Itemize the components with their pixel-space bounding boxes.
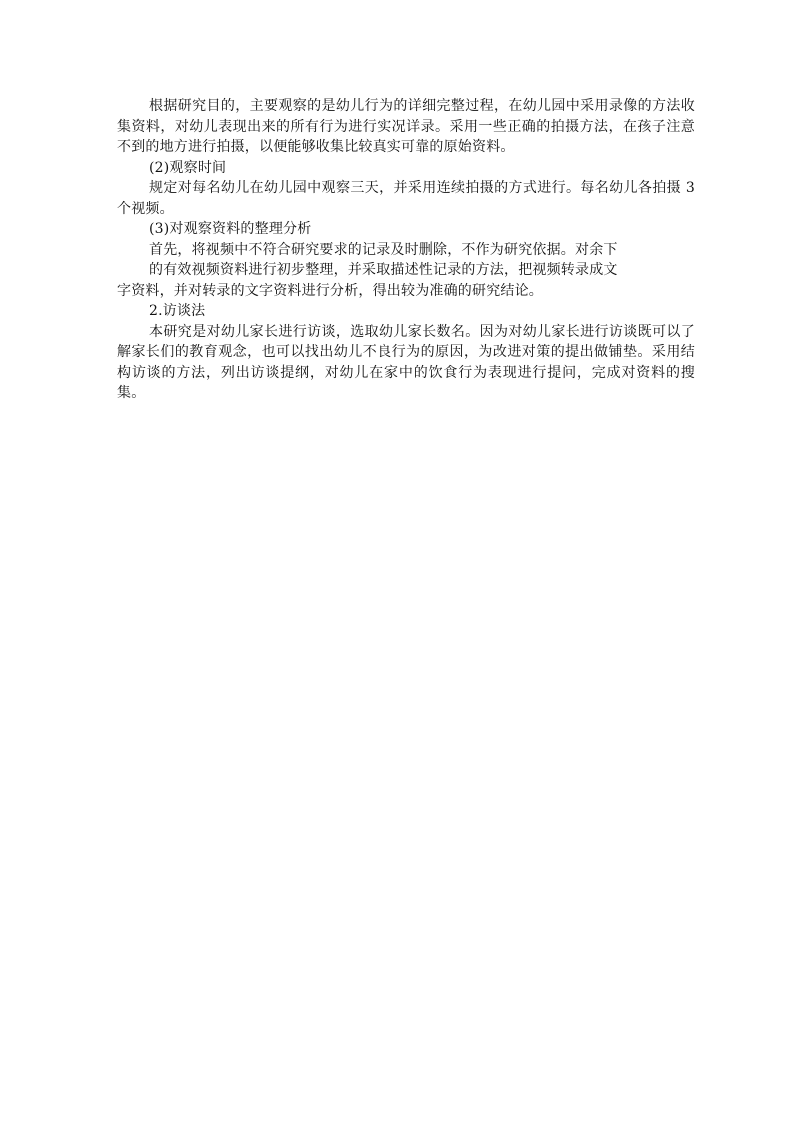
heading-observation-time: (2)观察时间: [149, 159, 227, 176]
heading-data-analysis: (3)对观察资料的整理分析: [149, 221, 312, 237]
paragraph-data-analysis-line-2: 的有效视频资料进行初步整理，并采取描述性记录的方法，把视频转录成文: [149, 262, 618, 278]
paragraph-data-analysis: [117, 240, 695, 302]
document-body: [117, 96, 695, 404]
paragraph-interview-method: 本研究是对幼儿家长进行访谈，选取幼儿家长数名。因为对幼儿家长进行访谈既可以了解家长们的教育观念，也可以找出幼儿不良行为的原因，为改进对策的提出做铺垫。采用结构访谈的方法，列出访谈提纲，对幼儿在家中的饮食行为表现进行提问，完成对资料的搜集。: [117, 323, 695, 401]
heading-interview-method: 2.访谈法: [149, 303, 206, 319]
paragraph-data-analysis-line-3: 字资料，并对转录的文字资料进行分析，得出较为准确的研究结论。: [117, 282, 543, 299]
paragraph-observation-method: 根据研究目的，主要观察的是幼儿行为的详细完整过程，在幼儿园中采用录像的方法收集资料，对幼儿表现出来的所有行为进行实况详录。采用一些正确的拍摄方法，在孩子注意不到的地方进行拍摄，以便能够收集比较真实可靠的原始资料。: [117, 98, 695, 155]
paragraph-data-analysis-line-1: 首先，将视频中不符合研究要求的记录及时删除，不作为研究依据。对余下: [149, 241, 618, 258]
paragraph-observation-time: 规定对每名幼儿在幼儿园中观察三天，并采用连续拍摄的方式进行。每名幼儿各拍摄 3 个视频。: [117, 180, 695, 217]
